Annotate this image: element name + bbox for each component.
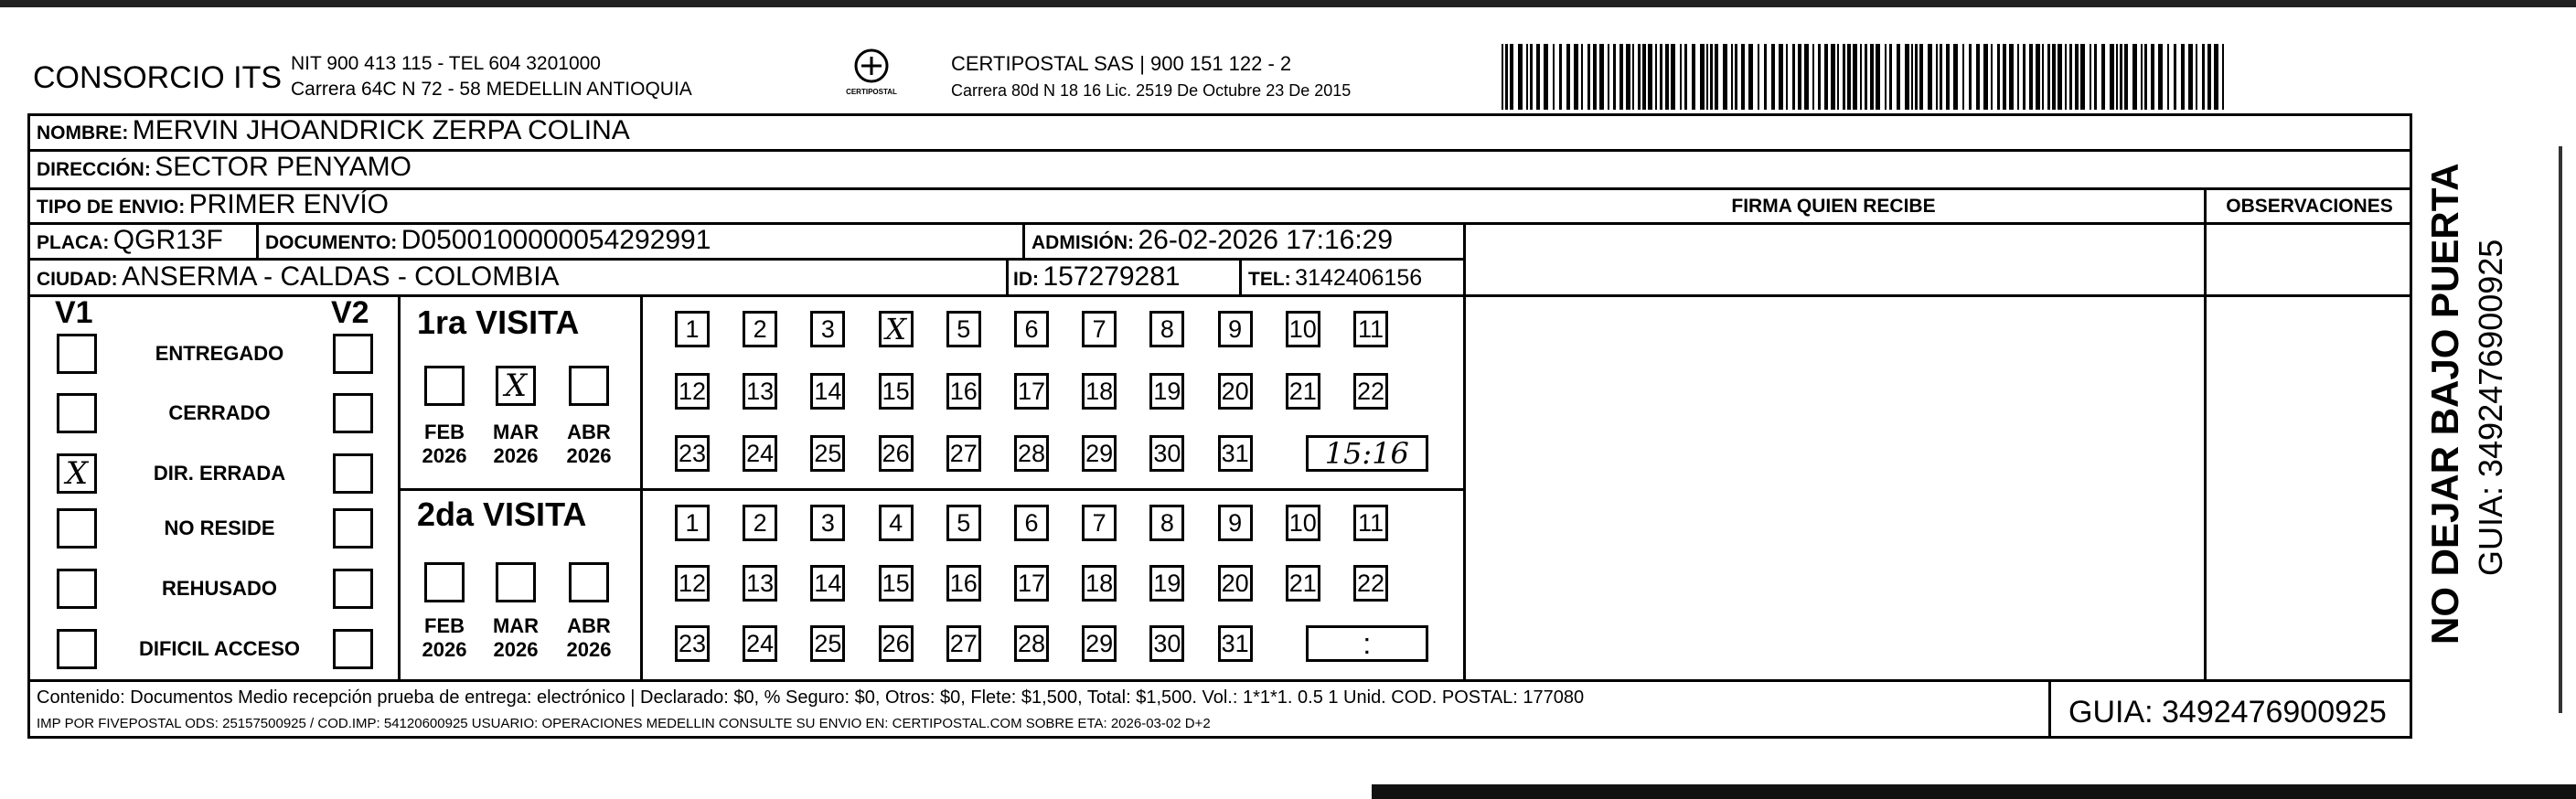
barcode-bar bbox=[1655, 44, 1657, 110]
barcode-bar bbox=[1915, 44, 1918, 110]
barcode-bar bbox=[1818, 44, 1821, 110]
side-guia: GUIA: 3492476900925 bbox=[2472, 239, 2509, 576]
barcode-bar bbox=[1928, 44, 1932, 110]
barcode-bar bbox=[1758, 44, 1759, 110]
status-label: DIFICIL ACCESO bbox=[138, 637, 300, 660]
month-label bbox=[488, 421, 543, 468]
month-checkbox[interactable] bbox=[496, 562, 536, 602]
barcode-bar bbox=[1812, 44, 1814, 110]
barcode-bar bbox=[1648, 44, 1652, 110]
day-box[interactable]: 18 bbox=[1082, 565, 1117, 602]
barcode bbox=[1500, 44, 2231, 110]
footer-contenido: Contenido: Documentos Medio recepción prueba de entrega: electrónico | Declarado: $0, % Seguro: $0, Otros: $0, Flete: $1,500, Total: $1,500. Vol.: 1*1*1. 0.5 1 Unid. COD. POSTAL: 177080 bbox=[37, 687, 1585, 708]
month-name: MAR bbox=[492, 614, 540, 637]
tel-value: 3142406156 bbox=[1295, 265, 1423, 291]
day-box[interactable]: 23 bbox=[675, 435, 710, 472]
month-year: 2026 bbox=[493, 638, 539, 661]
status-v1-checkbox[interactable] bbox=[57, 569, 97, 609]
month-label bbox=[561, 614, 616, 662]
barcode-bar bbox=[2023, 44, 2026, 110]
day-box[interactable]: 26 bbox=[879, 435, 914, 472]
barcode-bar bbox=[1706, 44, 1708, 110]
day-box[interactable]: 1 bbox=[675, 311, 710, 347]
day-box[interactable]: 18 bbox=[1082, 373, 1117, 410]
day-box[interactable]: 13 bbox=[743, 373, 777, 410]
day-box[interactable]: 15 bbox=[879, 373, 914, 410]
status-label: CERRADO bbox=[168, 401, 271, 424]
barcode-bar bbox=[1723, 44, 1727, 110]
company-address: Carrera 64C N 72 - 58 MEDELLIN ANTIOQUIA bbox=[291, 79, 692, 100]
barcode-bar bbox=[1700, 44, 1705, 110]
scan-edge-bottom bbox=[1372, 784, 2576, 799]
barcode-bar bbox=[2029, 44, 2033, 110]
direccion-row bbox=[37, 152, 412, 183]
barcode-bar bbox=[1684, 44, 1687, 110]
right-scan-edge bbox=[2559, 146, 2562, 713]
id-field bbox=[1013, 261, 1181, 293]
status-v2-checkbox[interactable] bbox=[333, 453, 373, 494]
day-box[interactable]: 19 bbox=[1149, 373, 1184, 410]
day-box[interactable]: 10 bbox=[1286, 505, 1320, 541]
tipo-envio-label: TIPO DE ENVIO: bbox=[37, 197, 186, 218]
day-box[interactable]: 25 bbox=[810, 625, 845, 662]
day-box[interactable]: 30 bbox=[1149, 435, 1184, 472]
day-box[interactable]: 28 bbox=[1014, 625, 1049, 662]
barcode-bar bbox=[1831, 44, 1835, 110]
month-year: 2026 bbox=[566, 444, 612, 467]
logo-lettering: CERTIPOSTAL bbox=[846, 88, 897, 96]
barcode-bar bbox=[1837, 44, 1839, 110]
barcode-bar bbox=[1715, 44, 1718, 110]
v2-header: V2 bbox=[331, 295, 369, 330]
day-box[interactable]: 2 bbox=[743, 505, 777, 541]
status-v1-checkbox[interactable] bbox=[57, 629, 97, 669]
time-box[interactable]: : bbox=[1306, 625, 1428, 662]
barcode-bar bbox=[1642, 44, 1646, 110]
barcode-bar bbox=[2181, 44, 2185, 110]
day-box[interactable]: 24 bbox=[743, 625, 777, 662]
month-label bbox=[488, 614, 543, 662]
barcode-bar bbox=[1946, 44, 1950, 110]
barcode-bar bbox=[2141, 44, 2143, 110]
month-checkbox[interactable] bbox=[424, 366, 465, 406]
month-checkbox[interactable] bbox=[424, 562, 465, 602]
day-box[interactable]: 7 bbox=[1082, 311, 1117, 347]
no-dejar-bajo-puerta: NO DEJAR BAJO PUERTA bbox=[2423, 163, 2466, 645]
barcode-bar bbox=[1638, 44, 1641, 110]
day-box[interactable]: 17 bbox=[1014, 373, 1049, 410]
status-label: NO RESIDE bbox=[164, 517, 275, 539]
barcode-bar bbox=[1536, 44, 1540, 110]
barcode-bar bbox=[1680, 44, 1682, 110]
barcode-bar bbox=[1962, 44, 1964, 110]
month-name: FEB bbox=[424, 421, 465, 443]
barcode-bar bbox=[1731, 44, 1733, 110]
barcode-bar bbox=[2110, 44, 2114, 110]
barcode-bar bbox=[2174, 44, 2176, 110]
firma-label: FIRMA QUIEN RECIBE bbox=[1731, 196, 1936, 217]
barcode-bar bbox=[2017, 44, 2019, 110]
barcode-bar bbox=[1905, 44, 1909, 110]
day-box[interactable]: 2 bbox=[743, 311, 777, 347]
day-box[interactable]: 20 bbox=[1218, 565, 1253, 602]
day-box[interactable]: 16 bbox=[946, 565, 981, 602]
day-box[interactable]: 19 bbox=[1149, 565, 1184, 602]
day-box[interactable]: 11 bbox=[1353, 311, 1388, 347]
barcode-bar bbox=[2207, 44, 2211, 110]
barcode-bar bbox=[1976, 44, 1980, 110]
barcode-bar bbox=[1741, 44, 1745, 110]
observaciones-label: OBSERVACIONES bbox=[2226, 196, 2393, 217]
day-box[interactable]: 15 bbox=[879, 565, 914, 602]
company-name: CONSORCIO ITS bbox=[33, 60, 283, 95]
direccion-label: DIRECCIÓN: bbox=[37, 159, 151, 180]
tel-field bbox=[1248, 265, 1422, 292]
admision-field bbox=[1031, 225, 1393, 256]
day-box[interactable]: 28 bbox=[1014, 435, 1049, 472]
direccion-value: SECTOR PENYAMO bbox=[155, 152, 412, 182]
status-label: ENTREGADO bbox=[155, 342, 284, 365]
month-checkbox[interactable] bbox=[569, 366, 609, 406]
status-v2-checkbox[interactable] bbox=[333, 569, 373, 609]
barcode-bar bbox=[1619, 44, 1623, 110]
barcode-bar bbox=[1889, 44, 1892, 110]
barcode-bar bbox=[2202, 44, 2205, 110]
barcode-bar bbox=[1798, 44, 1801, 110]
barcode-bar bbox=[2158, 44, 2163, 110]
barcode-bar bbox=[2222, 44, 2224, 110]
barcode-bar bbox=[1853, 44, 1857, 110]
day-box[interactable]: X bbox=[879, 311, 914, 347]
day-box[interactable]: 27 bbox=[946, 435, 981, 472]
time-box[interactable]: 15:16 bbox=[1306, 435, 1428, 472]
ciudad-field bbox=[37, 261, 560, 293]
barcode-bar bbox=[2042, 44, 2044, 110]
barcode-bar bbox=[2116, 44, 2118, 110]
nombre-row bbox=[37, 115, 630, 146]
day-box[interactable]: 3 bbox=[810, 311, 845, 347]
barcode-bar bbox=[1792, 44, 1795, 110]
day-box[interactable]: 14 bbox=[810, 373, 845, 410]
nombre-value: MERVIN JHOANDRICK ZERPA COLINA bbox=[132, 115, 630, 145]
barcode-bar bbox=[2003, 44, 2006, 110]
barcode-bar bbox=[2124, 44, 2128, 110]
barcode-bar bbox=[1748, 44, 1753, 110]
barcode-bar bbox=[1671, 44, 1675, 110]
placa-field bbox=[37, 225, 223, 256]
day-box[interactable]: 24 bbox=[743, 435, 777, 472]
barcode-bar bbox=[2052, 44, 2056, 110]
barcode-bar bbox=[1911, 44, 1913, 110]
barcode-bar bbox=[1660, 44, 1662, 110]
day-box[interactable]: 26 bbox=[879, 625, 914, 662]
day-box[interactable]: 22 bbox=[1353, 373, 1388, 410]
barcode-bar bbox=[1847, 44, 1851, 110]
tipo-envio-row bbox=[37, 189, 389, 220]
day-box[interactable]: 29 bbox=[1082, 625, 1117, 662]
v1-header: V1 bbox=[55, 295, 93, 330]
scan-edge-top bbox=[0, 0, 2576, 7]
nombre-label: NOMBRE: bbox=[37, 123, 129, 144]
barcode-bar bbox=[2094, 44, 2097, 110]
barcode-bar bbox=[1553, 44, 1555, 110]
barcode-bar bbox=[1692, 44, 1695, 110]
barcode-bar bbox=[2120, 44, 2122, 110]
day-box[interactable]: 12 bbox=[675, 373, 710, 410]
barcode-bar bbox=[2151, 44, 2154, 110]
barcode-bar bbox=[2167, 44, 2169, 110]
day-box[interactable]: 14 bbox=[810, 565, 845, 602]
certipostal-company: CERTIPOSTAL SAS | 900 151 122 - 2 bbox=[951, 52, 1292, 75]
barcode-bar bbox=[1936, 44, 1938, 110]
day-box[interactable]: 25 bbox=[810, 435, 845, 472]
barcode-bar bbox=[2069, 44, 2072, 110]
footer-imp: IMP POR FIVEPOSTAL ODS: 25157500925 / COD.IMP: 54120600925 USUARIO: OPERACIONES MEDELLIN CONSULTE SU ENVIO EN: CERTIPOSTAL.COM SOBRE ETA: 2026-03-02 D+2 bbox=[37, 716, 1211, 731]
company-nit: NIT 900 413 115 - TEL 604 3201000 bbox=[291, 53, 601, 74]
month-name: MAR bbox=[492, 421, 540, 443]
month-name: ABR bbox=[567, 421, 611, 443]
placa-value: QGR13F bbox=[112, 225, 223, 255]
tel-label: TEL: bbox=[1248, 269, 1291, 290]
barcode-bar bbox=[2214, 44, 2218, 110]
barcode-bar bbox=[1876, 44, 1880, 110]
barcode-bar bbox=[1860, 44, 1862, 110]
status-v1-checkbox[interactable]: X bbox=[57, 453, 97, 494]
status-v1-checkbox[interactable] bbox=[57, 334, 97, 374]
barcode-bar bbox=[1574, 44, 1578, 110]
barcode-bar bbox=[2090, 44, 2091, 110]
month-year: 2026 bbox=[493, 444, 539, 467]
month-year: 2026 bbox=[422, 638, 467, 661]
id-label: ID: bbox=[1013, 269, 1039, 290]
day-box[interactable]: 10 bbox=[1286, 311, 1320, 347]
barcode-bar bbox=[2058, 44, 2062, 110]
barcode-bar bbox=[1632, 44, 1634, 110]
barcode-bar bbox=[2080, 44, 2085, 110]
status-v1-checkbox[interactable] bbox=[57, 508, 97, 549]
status-v2-checkbox[interactable] bbox=[333, 393, 373, 433]
barcode-bar bbox=[1735, 44, 1737, 110]
barcode-bar bbox=[2132, 44, 2137, 110]
month-name: FEB bbox=[424, 614, 465, 637]
admision-label: ADMISIÓN: bbox=[1031, 232, 1134, 253]
barcode-bar bbox=[1771, 44, 1775, 110]
day-box[interactable]: 17 bbox=[1014, 565, 1049, 602]
day-box[interactable]: 5 bbox=[946, 311, 981, 347]
barcode-bar bbox=[1544, 44, 1548, 110]
barcode-bar bbox=[1997, 44, 2000, 110]
documento-field bbox=[265, 225, 711, 256]
barcode-bar bbox=[1710, 44, 1713, 110]
day-box[interactable]: 22 bbox=[1353, 565, 1388, 602]
barcode-bar bbox=[1991, 44, 1993, 110]
barcode-bar bbox=[1870, 44, 1874, 110]
day-box[interactable]: 11 bbox=[1353, 505, 1388, 541]
month-checkbox[interactable]: X bbox=[496, 366, 536, 406]
day-box[interactable]: 31 bbox=[1218, 435, 1253, 472]
status-label: REHUSADO bbox=[162, 577, 277, 600]
barcode-bar bbox=[2036, 44, 2040, 110]
barcode-bar bbox=[1505, 44, 1508, 110]
day-box[interactable]: 23 bbox=[675, 625, 710, 662]
admision-value: 26-02-2026 17:16:29 bbox=[1138, 225, 1394, 255]
barcode-bar bbox=[1526, 44, 1528, 110]
barcode-bar bbox=[1764, 44, 1767, 110]
day-box[interactable]: 12 bbox=[675, 565, 710, 602]
month-label bbox=[561, 421, 616, 468]
barcode-bar bbox=[1566, 44, 1570, 110]
month-year: 2026 bbox=[566, 638, 612, 661]
day-box[interactable]: 9 bbox=[1218, 505, 1253, 541]
ciudad-value: ANSERMA - CALDAS - COLOMBIA bbox=[122, 261, 560, 292]
day-box[interactable]: 3 bbox=[810, 505, 845, 541]
documento-value: D0500100000054292991 bbox=[401, 225, 711, 255]
barcode-bar bbox=[1940, 44, 1942, 110]
barcode-bar bbox=[1608, 44, 1609, 110]
barcode-bar bbox=[1885, 44, 1887, 110]
day-box[interactable]: 27 bbox=[946, 625, 981, 662]
day-box[interactable]: 8 bbox=[1149, 505, 1184, 541]
day-box[interactable]: 21 bbox=[1286, 565, 1320, 602]
day-box[interactable]: 9 bbox=[1218, 311, 1253, 347]
barcode-bar bbox=[1613, 44, 1616, 110]
barcode-bar bbox=[1779, 44, 1783, 110]
day-box[interactable]: 13 bbox=[743, 565, 777, 602]
id-value: 157279281 bbox=[1042, 261, 1181, 292]
barcode-bar bbox=[2009, 44, 2014, 110]
barcode-bar bbox=[1593, 44, 1597, 110]
barcode-bar bbox=[1865, 44, 1867, 110]
day-box[interactable]: 1 bbox=[675, 505, 710, 541]
status-v2-checkbox[interactable] bbox=[333, 334, 373, 374]
barcode-bar bbox=[2101, 44, 2105, 110]
day-box[interactable]: 7 bbox=[1082, 505, 1117, 541]
day-box[interactable]: 16 bbox=[946, 373, 981, 410]
day-box[interactable]: 4 bbox=[879, 505, 914, 541]
barcode-bar bbox=[1843, 44, 1845, 110]
month-checkbox[interactable] bbox=[569, 562, 609, 602]
barcode-bar bbox=[1510, 44, 1513, 110]
barcode-bar bbox=[1969, 44, 1972, 110]
status-label: DIR. ERRADA bbox=[153, 462, 286, 485]
barcode-bar bbox=[2047, 44, 2050, 110]
status-v2-checkbox[interactable] bbox=[333, 508, 373, 549]
barcode-bar bbox=[1919, 44, 1923, 110]
barcode-bar bbox=[1530, 44, 1533, 110]
barcode-bar bbox=[1824, 44, 1828, 110]
day-box[interactable]: 5 bbox=[946, 505, 981, 541]
barcode-bar bbox=[1897, 44, 1900, 110]
barcode-bar bbox=[1665, 44, 1669, 110]
ciudad-label: CIUDAD: bbox=[37, 269, 118, 290]
barcode-bar bbox=[2075, 44, 2079, 110]
barcode-bar bbox=[1983, 44, 1988, 110]
month-label bbox=[417, 614, 472, 662]
barcode-bar bbox=[1599, 44, 1604, 110]
day-box[interactable]: 29 bbox=[1082, 435, 1117, 472]
barcode-bar bbox=[1587, 44, 1590, 110]
barcode-bar bbox=[2196, 44, 2197, 110]
day-box[interactable]: 6 bbox=[1014, 311, 1049, 347]
status-v1-checkbox[interactable] bbox=[57, 393, 97, 433]
barcode-bar bbox=[1581, 44, 1583, 110]
footer-guia: GUIA: 3492476900925 bbox=[2068, 695, 2387, 730]
day-box[interactable]: 30 bbox=[1149, 625, 1184, 662]
documento-label: DOCUMENTO: bbox=[265, 232, 398, 253]
tipo-envio-value: PRIMER ENVÍO bbox=[188, 189, 390, 219]
certipostal-logo bbox=[839, 46, 903, 101]
day-box[interactable]: 31 bbox=[1218, 625, 1253, 662]
barcode-bar bbox=[1626, 44, 1630, 110]
barcode-bar bbox=[1953, 44, 1958, 110]
certipostal-license: Carrera 80d N 18 16 Lic. 2519 De Octubre 23 De 2015 bbox=[951, 81, 1352, 100]
barcode-bar bbox=[1502, 44, 1503, 110]
placa-label: PLACA: bbox=[37, 232, 110, 253]
first-visit-title: 1ra VISITA bbox=[417, 304, 580, 341]
month-name: ABR bbox=[567, 614, 611, 637]
barcode-bar bbox=[2188, 44, 2193, 110]
barcode-bar bbox=[1518, 44, 1523, 110]
day-box[interactable]: 6 bbox=[1014, 505, 1049, 541]
month-label bbox=[417, 421, 472, 468]
barcode-bar bbox=[1559, 44, 1562, 110]
day-box[interactable]: 20 bbox=[1218, 373, 1253, 410]
day-box[interactable]: 21 bbox=[1286, 373, 1320, 410]
barcode-bar bbox=[1786, 44, 1788, 110]
day-box[interactable]: 8 bbox=[1149, 311, 1184, 347]
month-year: 2026 bbox=[422, 444, 467, 467]
status-v2-checkbox[interactable] bbox=[333, 629, 373, 669]
barcode-bar bbox=[1804, 44, 1809, 110]
barcode-bar bbox=[2065, 44, 2067, 110]
second-visit-title: 2da VISITA bbox=[417, 495, 587, 533]
barcode-bar bbox=[2144, 44, 2147, 110]
